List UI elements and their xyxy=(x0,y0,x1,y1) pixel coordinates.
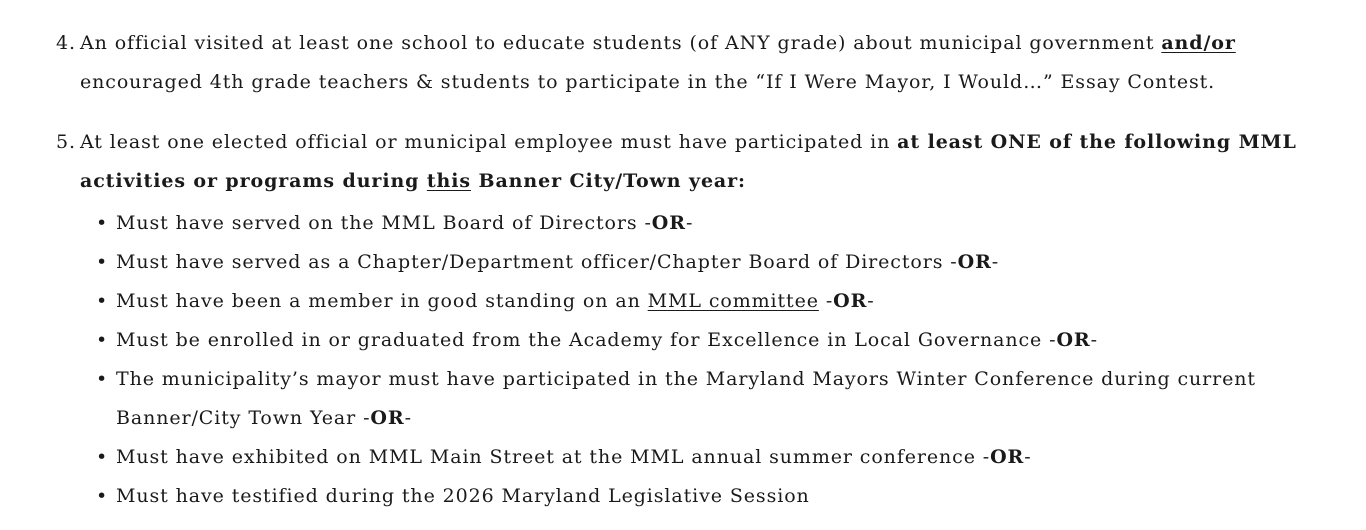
bullet-item xyxy=(96,438,1346,477)
bullet-icon: • xyxy=(96,251,109,273)
bullet-icon: • xyxy=(96,485,109,507)
or-suffix: - xyxy=(991,251,1000,273)
item-number: 5. xyxy=(56,131,76,153)
or-keyword: OR xyxy=(833,290,868,312)
bullet-item xyxy=(96,321,1346,360)
item-5-text xyxy=(80,123,1340,201)
bullet-text: Must have been a member in good standing on an xyxy=(116,290,648,312)
this-emphasis: this xyxy=(426,170,471,192)
or-suffix: - xyxy=(404,407,412,429)
bullet-icon: • xyxy=(96,329,109,351)
and-or-emphasis: and/or xyxy=(1161,32,1236,54)
item-5-bold-text: Banner City/Town year: xyxy=(470,170,746,192)
or-prefix: - xyxy=(975,446,991,468)
bullet-icon: • xyxy=(96,290,109,312)
bullet-item xyxy=(96,282,1346,321)
activities-bullet-list xyxy=(96,204,1346,516)
item-5-text-part: At least one elected official or municipal employee must have participated in xyxy=(80,131,898,153)
item-4-text xyxy=(80,24,1340,102)
bullet-icon: • xyxy=(96,446,109,468)
mml-committee-link[interactable]: MML committee xyxy=(647,290,819,312)
item-5-bold-text: at least ONE of the following MML activities or programs during xyxy=(80,131,1297,192)
or-prefix: - xyxy=(818,290,834,312)
bullet-icon: • xyxy=(96,368,109,390)
item-4-text-part: An official visited at least one school to educate students (of ANY grade) about municipal government xyxy=(80,32,1162,54)
or-suffix: - xyxy=(867,290,875,312)
bullet-text: The municipality’s mayor must have participated in the Maryland Mayors Winter Conference during current Banner/City Town Year xyxy=(116,368,1256,429)
bullet-text: Must be enrolled in or graduated from the Academy for Excellence in Local Governance xyxy=(116,329,1043,351)
bullet-item xyxy=(96,204,1346,243)
or-keyword: OR xyxy=(370,407,405,429)
or-suffix: - xyxy=(685,212,694,234)
bullet-text: Must have served on the MML Board of Directors xyxy=(116,212,638,234)
item-number: 4. xyxy=(56,32,76,54)
bullet-text: Must have served as a Chapter/Department officer/Chapter Board of Directors xyxy=(116,251,944,273)
or-keyword: OR xyxy=(990,446,1025,468)
bullet-item xyxy=(96,477,1346,516)
bullet-item xyxy=(96,243,1346,282)
or-prefix: - xyxy=(1042,329,1057,351)
bullet-icon: • xyxy=(96,212,109,234)
or-prefix: - xyxy=(943,251,958,273)
or-suffix: - xyxy=(1024,446,1032,468)
bullet-item xyxy=(96,360,1346,438)
bullet-text: Must have testified during the 2026 Maryland Legislative Session xyxy=(116,485,810,507)
or-keyword: OR xyxy=(651,212,686,234)
or-suffix: - xyxy=(1090,329,1098,351)
item-4-text-part: encouraged 4th grade teachers & students to participate in the “If I Were Mayor, I Would…” Essay Contest. xyxy=(80,71,1216,93)
bullet-text: Must have exhibited on MML Main Street at the MML annual summer conference xyxy=(116,446,976,468)
or-prefix: - xyxy=(356,407,371,429)
or-prefix: - xyxy=(637,212,652,234)
or-keyword: OR xyxy=(1056,329,1091,351)
or-keyword: OR xyxy=(957,251,992,273)
